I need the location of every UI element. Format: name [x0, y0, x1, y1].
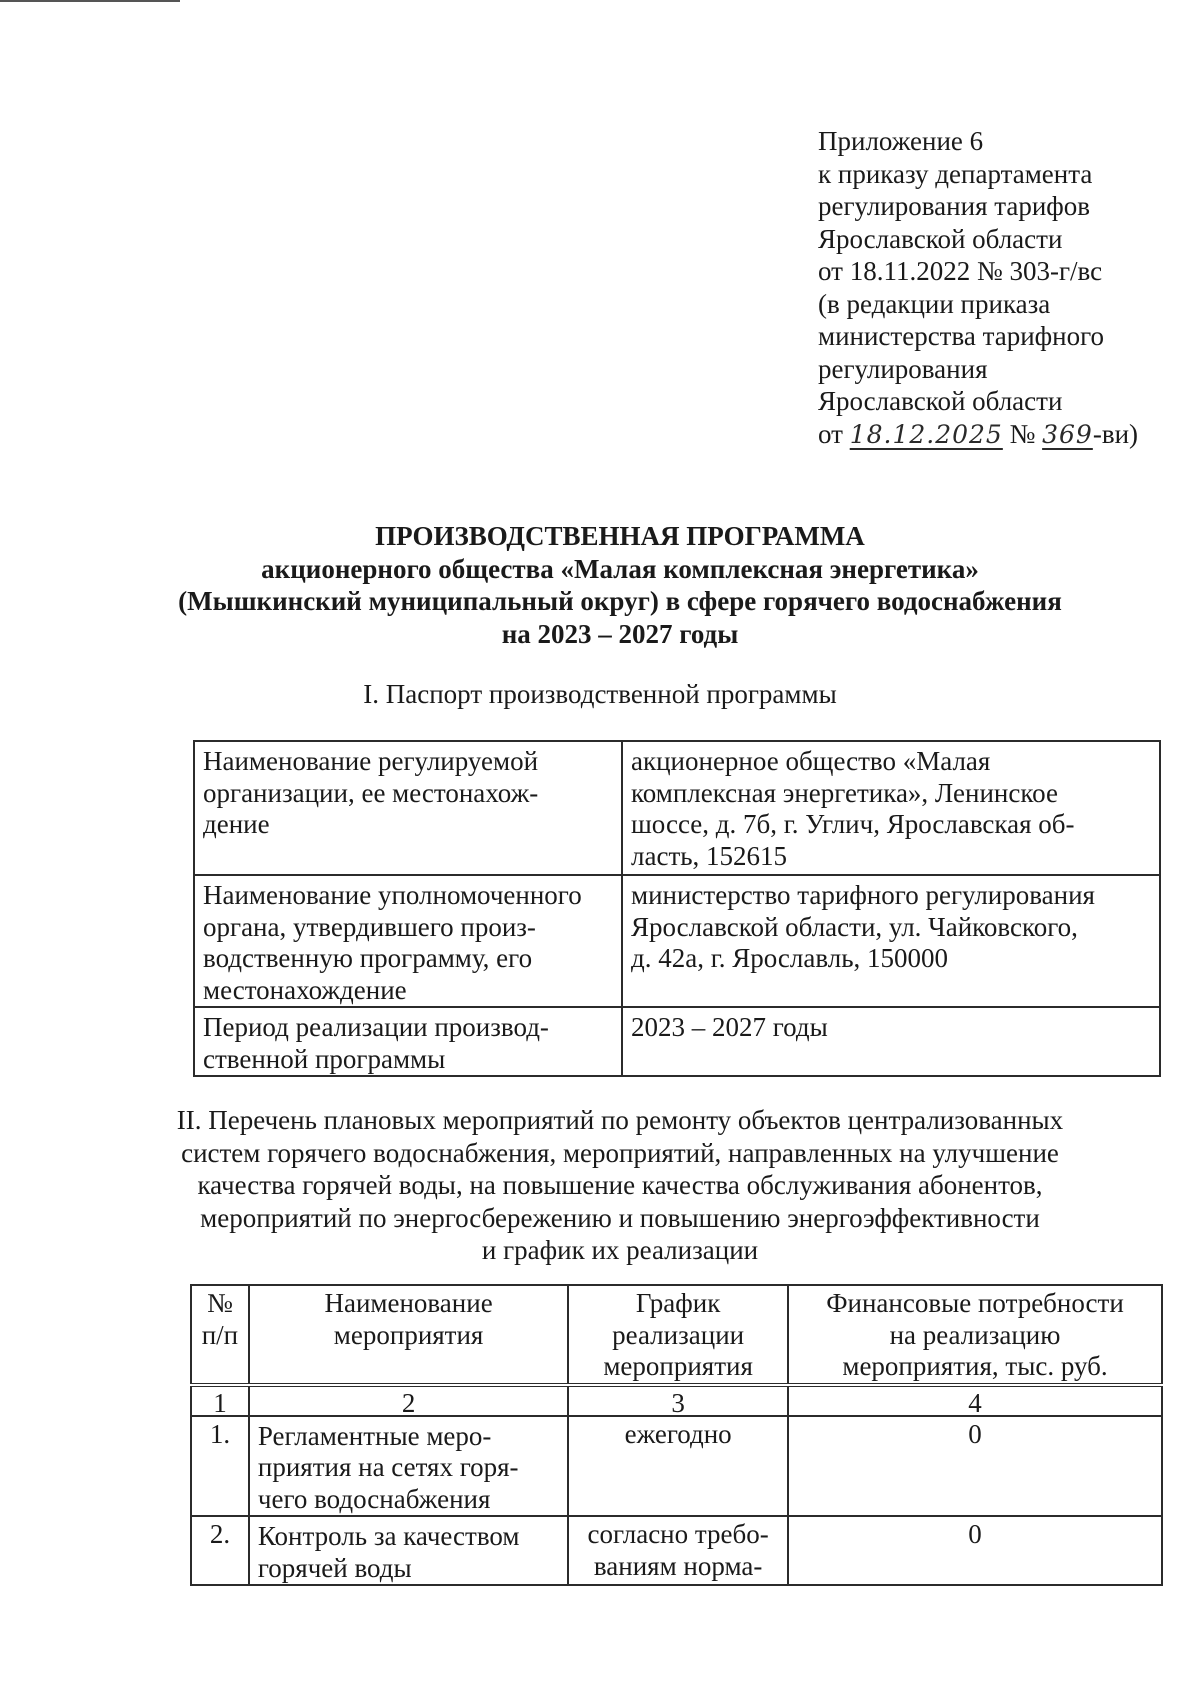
appendix-last-suffix: -ви)	[1092, 418, 1139, 449]
column-header-cost	[788, 1285, 1162, 1385]
cell-line: ласть, 152615	[631, 840, 788, 871]
document-title	[120, 520, 1120, 650]
appendix-last-prefix: от	[818, 418, 843, 449]
cell-line: дение	[203, 809, 270, 839]
table-row	[194, 741, 1160, 875]
appendix-line: от 18.11.2022 № 303-г/вс	[818, 256, 1103, 286]
cell-line: согласно требо-	[587, 1519, 769, 1549]
cell-line: организации, ее местонахож-	[203, 777, 539, 808]
appendix-line: Ярославской области	[818, 386, 1063, 416]
appendix-block	[818, 125, 1178, 451]
cell-line: Финансовые потребности	[826, 1288, 1124, 1318]
cell-line: п/п	[201, 1319, 239, 1350]
cell-line: №	[207, 1288, 233, 1318]
top-edge-line	[0, 0, 180, 2]
event-schedule-cell	[568, 1516, 788, 1585]
appendix-last-line	[818, 418, 1178, 452]
heading-line: и график их реализации	[481, 1235, 759, 1265]
cell-line: акционерное общество «Малая	[631, 746, 991, 776]
cell-line: 2023 – 2027 годы	[631, 1012, 828, 1042]
handwritten-date: 18.12.2025	[849, 419, 1003, 449]
appendix-line: Ярославской области	[818, 223, 1063, 254]
passport-table	[193, 740, 1161, 1077]
appendix-line: (в редакции приказа	[818, 288, 1051, 319]
title-line: на 2023 – 2027 годы	[501, 618, 739, 649]
column-header-schedule	[568, 1285, 788, 1385]
cell-line: График	[635, 1288, 721, 1318]
appendix-line: регулирования	[818, 353, 988, 384]
event-schedule-cell	[568, 1416, 788, 1517]
cell-line: министерство тарифного регулирования	[631, 880, 1095, 910]
event-name-cell	[249, 1416, 568, 1517]
cell-line: мероприятия, тыс. руб.	[842, 1351, 1108, 1381]
table-row	[191, 1416, 1162, 1517]
handwritten-number: 369	[1042, 419, 1093, 449]
cell-line: Наименование уполномоченного	[203, 880, 582, 910]
event-cost-cell: 0	[788, 1516, 1162, 1585]
cell-line: мероприятия	[603, 1351, 753, 1381]
cell-line: органа, утвердившего произ-	[203, 911, 536, 942]
cell-line: приятия на сетях горя-	[257, 1452, 519, 1482]
cell-line: местонахождение	[203, 974, 407, 1005]
heading-line: качества горячей воды, на повышение качества обслуживания абонентов,	[197, 1170, 1043, 1200]
passport-value-cell	[622, 1007, 1160, 1076]
appendix-line: министерства тарифного	[818, 321, 1105, 351]
passport-label-cell	[194, 875, 622, 1007]
title-line: (Мышкинский муниципальный округ) в сфере горячего водоснабжения	[178, 586, 1062, 616]
appendix-line: к приказу департамента	[818, 158, 1093, 189]
cell-line: реализации	[612, 1319, 745, 1350]
column-header-number	[191, 1285, 249, 1385]
passport-label-cell	[194, 741, 622, 875]
row-number: 2.	[191, 1516, 249, 1585]
cell-line: Наименование регулируемой	[203, 746, 539, 776]
table-row	[191, 1516, 1162, 1585]
table-row	[194, 875, 1160, 1007]
cell-line: д. 42а, г. Ярославль, 150000	[631, 943, 949, 973]
cell-line: ежегодно	[624, 1418, 732, 1449]
cell-line: на реализацию	[889, 1319, 1061, 1350]
cell-line: Период реализации производ-	[203, 1012, 549, 1042]
section-1-heading: I. Паспорт производственной программы	[363, 679, 837, 709]
cell-line: комплексная энергетика», Ленинское	[631, 777, 1058, 808]
passport-value-cell	[622, 741, 1160, 875]
title-line: ПРОИЗВОДСТВЕННАЯ ПРОГРАММА	[375, 521, 865, 551]
heading-line: II. Перечень плановых мероприятий по ремонту объектов централизованных	[176, 1105, 1064, 1135]
passport-value-cell	[622, 875, 1160, 1007]
column-index: 3	[568, 1385, 788, 1416]
cell-line: чего водоснабжения	[257, 1483, 491, 1514]
event-name-cell	[249, 1516, 568, 1585]
column-index: 2	[249, 1385, 568, 1416]
cell-line: ваниям норма-	[593, 1550, 763, 1581]
cell-line: ственной программы	[203, 1043, 446, 1074]
column-index: 1	[191, 1385, 249, 1416]
cell-line: мероприятия	[333, 1319, 484, 1350]
column-index: 4	[788, 1385, 1162, 1416]
events-table	[190, 1284, 1163, 1586]
event-cost-cell: 0	[788, 1416, 1162, 1517]
heading-line: систем горячего водоснабжения, мероприятий, направленных на улучшение	[181, 1137, 1059, 1168]
cell-line: шоссе, д. 7б, г. Углич, Ярославская об-	[631, 809, 1075, 839]
column-index-row	[191, 1385, 1162, 1416]
cell-line: Регламентные меро-	[257, 1420, 492, 1451]
section-2-heading	[120, 1104, 1120, 1267]
table-row	[194, 1007, 1160, 1076]
cell-line: водственную программу, его	[203, 943, 533, 973]
cell-line: Наименование	[324, 1288, 493, 1318]
cell-line: Контроль за качеством	[257, 1521, 520, 1551]
table-header-row	[191, 1285, 1162, 1385]
number-sign: №	[1009, 418, 1036, 449]
title-line: акционерного общества «Малая комплексная энергетика»	[261, 553, 979, 584]
appendix-line: Приложение 6	[818, 126, 984, 156]
row-number: 1.	[191, 1416, 249, 1517]
appendix-line: регулирования тарифов	[818, 191, 1091, 221]
heading-line: мероприятий по энергосбережению и повышению энергоэффективности	[200, 1202, 1040, 1233]
cell-line: Ярославской области, ул. Чайковского,	[631, 911, 1078, 942]
cell-line: горячей воды	[257, 1552, 412, 1583]
column-header-name	[249, 1285, 568, 1385]
passport-label-cell	[194, 1007, 622, 1076]
